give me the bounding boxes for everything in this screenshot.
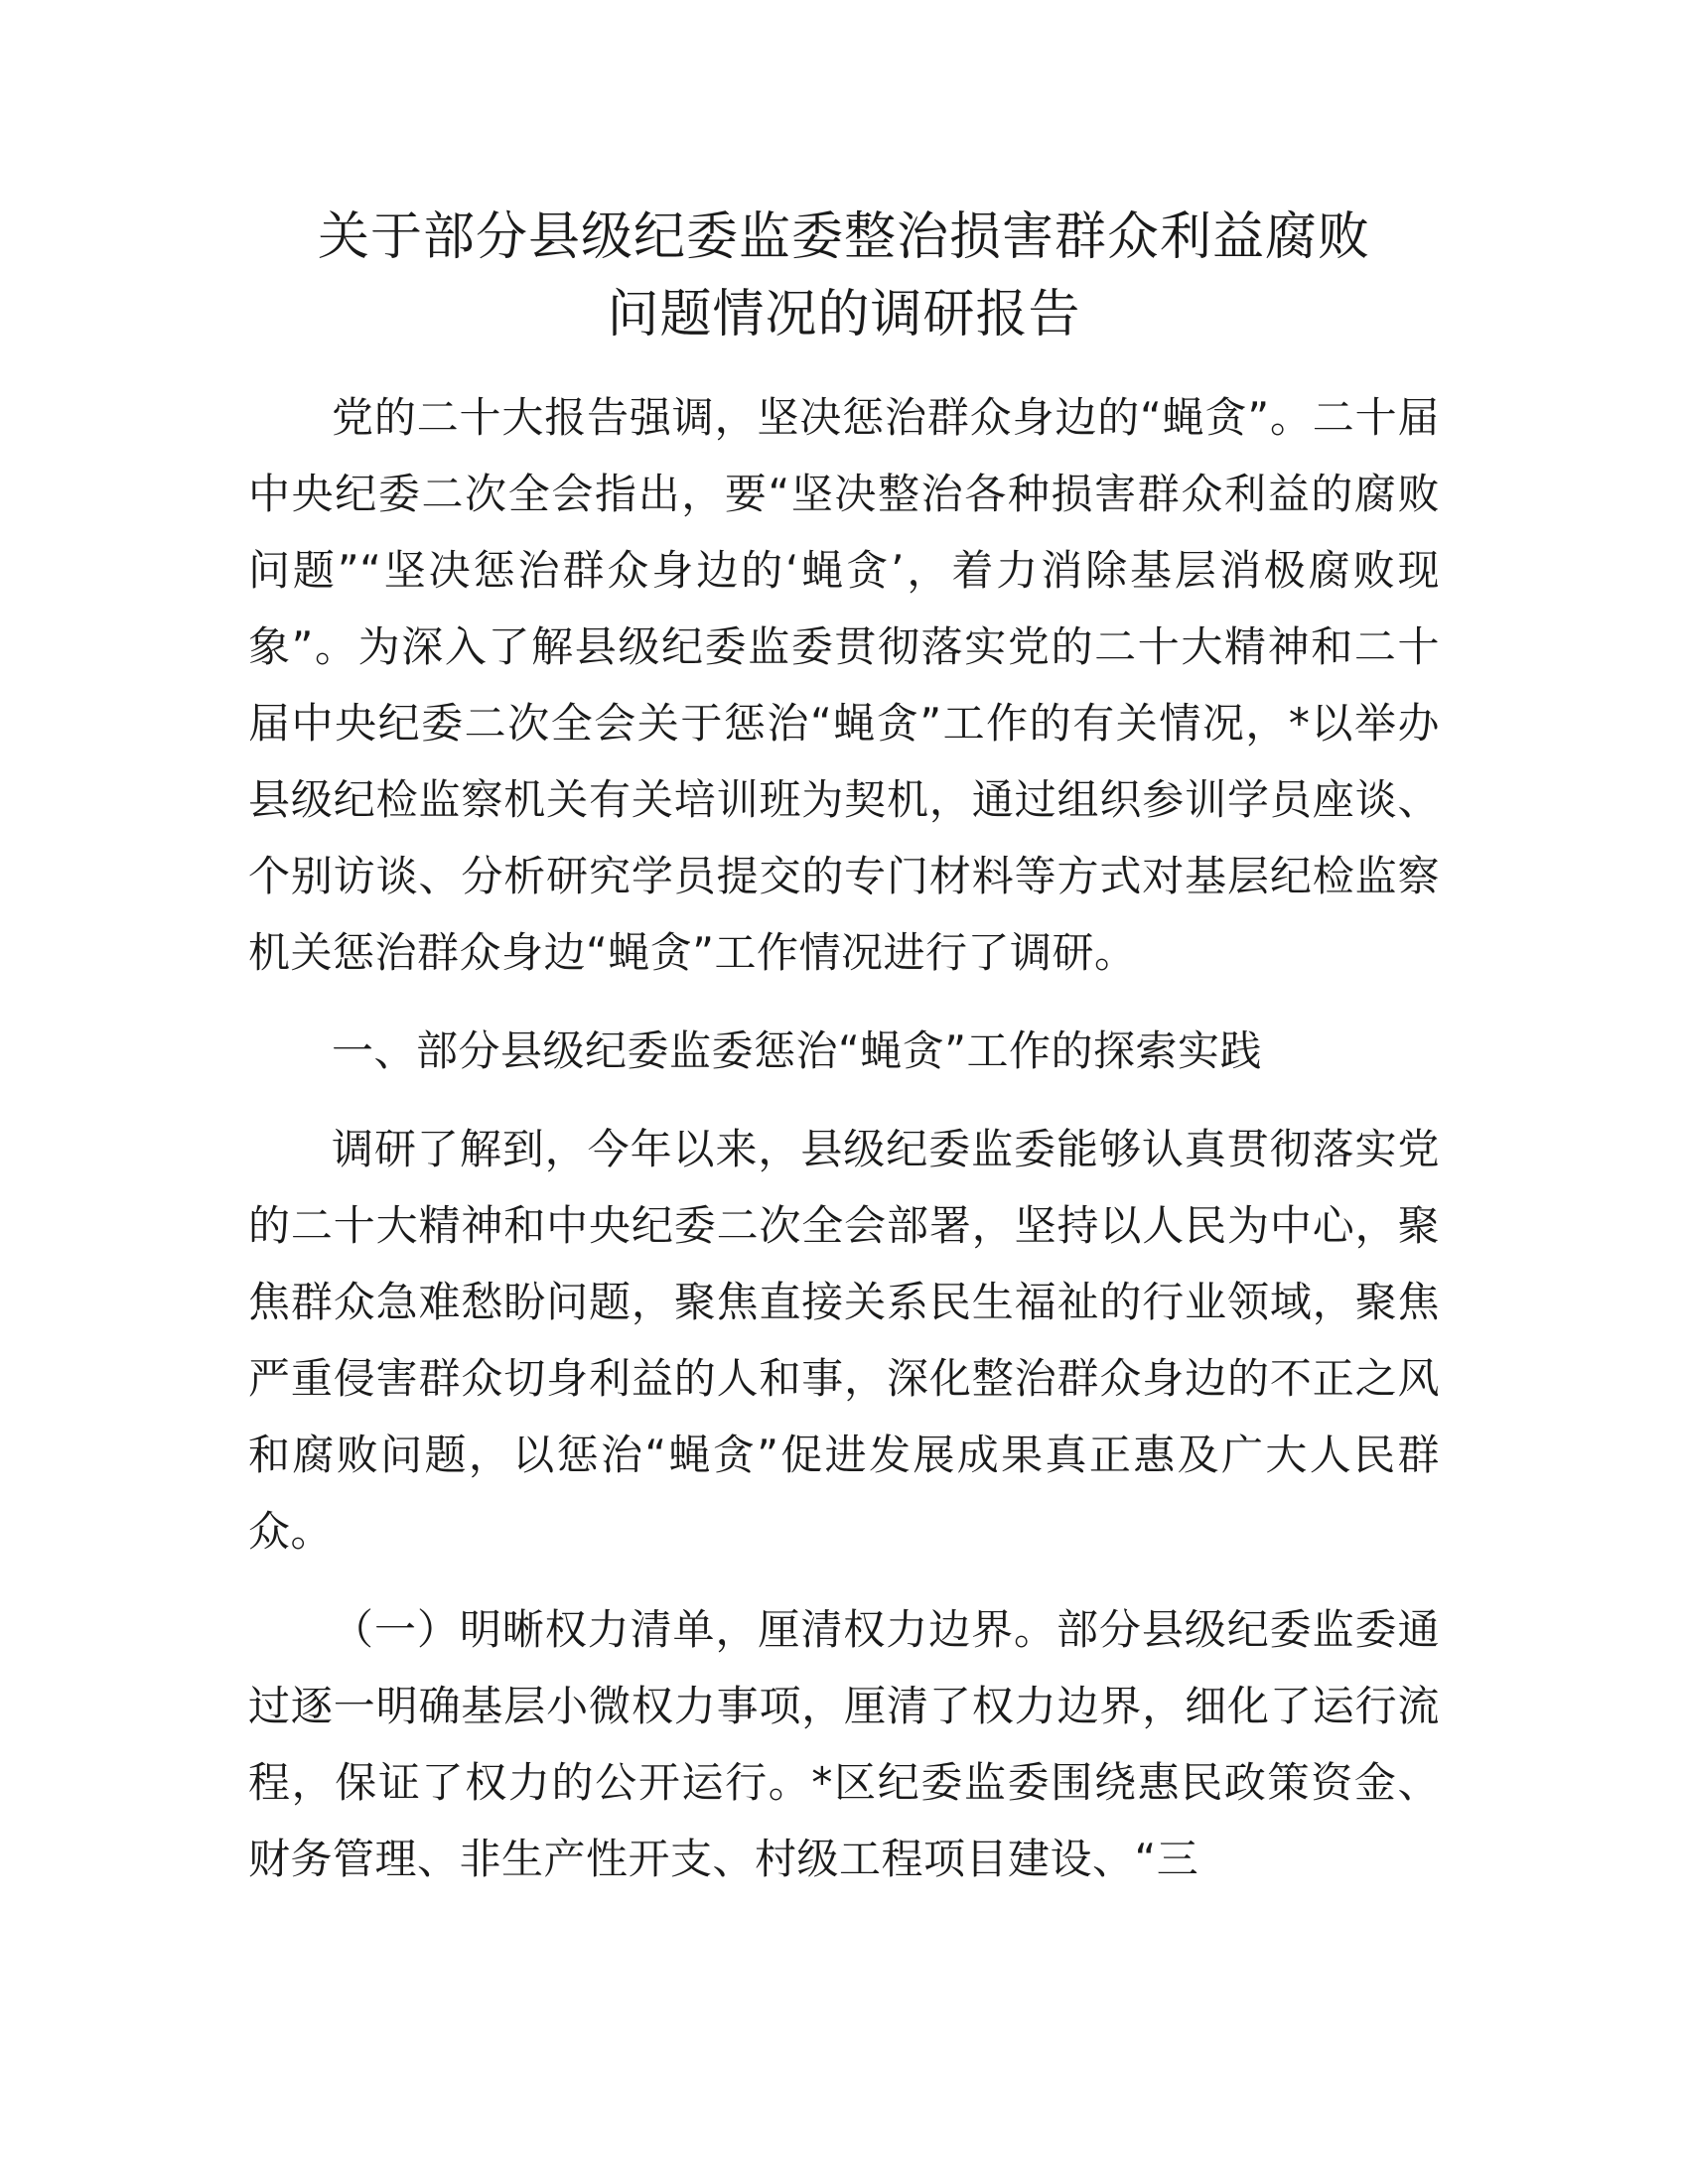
paragraph-intro: 党的二十大报告强调，坚决惩治群众身边的“蝇贪”。二十届中央纪委二次全会指出，要“坚决整治各种损害群众利益的腐败问题”“坚决惩治群众身边的‘蝇贪’，着力消除基层消极腐败现象”。为深入了解县级纪委监委贯彻落实党的二十大精神和二十届中央纪委二次全会关于惩治“蝇贪”工作的有关情况，*以举办县级纪检监察机关有关培训班为契机，通过组织参训学员座谈、个别访谈、分析研究学员提交的专门材料等方式对基层纪检监察机关惩治群众身边“蝇贪”工作情况进行了调研。 (248, 393, 1440, 977)
section-heading-1: 一、部分县级纪委监委惩治“蝇贪”工作的探索实践 (332, 1026, 1263, 1075)
title-line-2: 问题情况的调研报告 (607, 285, 1081, 344)
paragraph-section-1: 调研了解到，今年以来，县级纪委监委能够认真贯彻落实党的二十大精神和中央纪委二次全会部署，坚持以人民为中心，聚焦群众急难愁盼问题，聚焦直接关系民生福祉的行业领域，聚焦严重侵害群众切身利益的人和事，深化整治群众身边的不正之风和腐败问题，以惩治“蝇贪”促进发展成果真正惠及广大人民群众。 (248, 1125, 1440, 1556)
title-line-1: 关于部分县级纪委监委整治损害群众利益腐败 (317, 207, 1370, 267)
paragraph-subsection-1: （一）明晰权力清单，厘清权力边界。部分县级纪委监委通过逐一明确基层小微权力事项，厘清了权力边界，细化了运行流程，保证了权力的公开运行。*区纪委监委围绕惠民政策资金、财务管理、非生产性开支、村级工程项目建设、“三 (248, 1605, 1440, 1883)
document-body (248, 379, 1440, 1897)
document-title (199, 199, 1489, 353)
